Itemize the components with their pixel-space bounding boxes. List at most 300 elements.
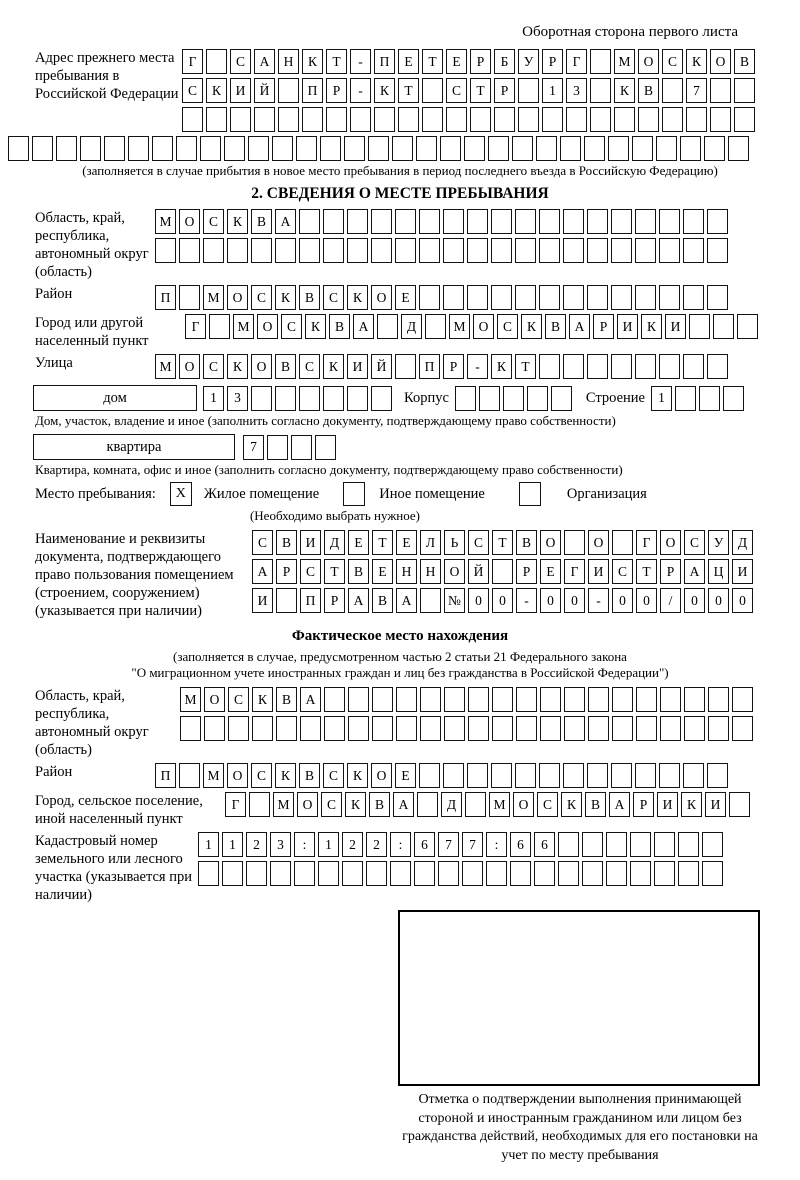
char-cell[interactable]: [396, 687, 417, 712]
char-cell[interactable]: [446, 107, 467, 132]
char-cell[interactable]: [182, 107, 203, 132]
char-cell[interactable]: Р: [633, 792, 654, 817]
char-cell[interactable]: [228, 716, 249, 741]
apartment-type-box[interactable]: квартира: [33, 434, 235, 460]
char-cell[interactable]: [419, 285, 440, 310]
char-cell[interactable]: П: [155, 763, 176, 788]
char-cell[interactable]: [227, 238, 248, 263]
char-cell[interactable]: [179, 238, 200, 263]
char-cell[interactable]: Г: [566, 49, 587, 74]
char-cell[interactable]: [302, 107, 323, 132]
char-cell[interactable]: [396, 716, 417, 741]
char-cell[interactable]: Р: [443, 354, 464, 379]
char-cell[interactable]: [390, 861, 411, 886]
char-cell[interactable]: [252, 716, 273, 741]
char-cell[interactable]: В: [638, 78, 659, 103]
char-cell[interactable]: Т: [422, 49, 443, 74]
char-cell[interactable]: О: [297, 792, 318, 817]
char-cell[interactable]: [323, 209, 344, 234]
char-cell[interactable]: [368, 136, 389, 161]
char-cell[interactable]: -: [516, 588, 537, 613]
char-cell[interactable]: [662, 107, 683, 132]
char-cell[interactable]: [564, 716, 585, 741]
char-cell[interactable]: 7: [243, 435, 264, 460]
char-cell[interactable]: К: [227, 209, 248, 234]
char-cell[interactable]: А: [684, 559, 705, 584]
char-cell[interactable]: [420, 588, 441, 613]
char-cell[interactable]: О: [540, 530, 561, 555]
char-cell[interactable]: И: [347, 354, 368, 379]
char-cell[interactable]: [320, 136, 341, 161]
char-cell[interactable]: [323, 238, 344, 263]
char-cell[interactable]: [707, 354, 728, 379]
char-cell[interactable]: М: [155, 209, 176, 234]
char-cell[interactable]: [467, 238, 488, 263]
char-cell[interactable]: [155, 238, 176, 263]
char-cell[interactable]: [518, 78, 539, 103]
char-cell[interactable]: [608, 136, 629, 161]
char-cell[interactable]: [518, 107, 539, 132]
char-cell[interactable]: В: [276, 687, 297, 712]
char-cell[interactable]: [704, 136, 725, 161]
char-cell[interactable]: 0: [612, 588, 633, 613]
char-cell[interactable]: [708, 716, 729, 741]
char-cell[interactable]: [300, 716, 321, 741]
char-cell[interactable]: [468, 716, 489, 741]
char-cell[interactable]: [422, 107, 443, 132]
char-cell[interactable]: В: [275, 354, 296, 379]
char-cell[interactable]: [491, 285, 512, 310]
char-cell[interactable]: 1: [222, 832, 243, 857]
char-cell[interactable]: [654, 861, 675, 886]
char-cell[interactable]: К: [681, 792, 702, 817]
char-cell[interactable]: [515, 238, 536, 263]
char-cell[interactable]: [734, 107, 755, 132]
char-cell[interactable]: [539, 763, 560, 788]
char-cell[interactable]: [659, 285, 680, 310]
char-cell[interactable]: С: [300, 559, 321, 584]
char-cell[interactable]: Е: [540, 559, 561, 584]
char-cell[interactable]: [612, 530, 633, 555]
char-cell[interactable]: [324, 716, 345, 741]
char-cell[interactable]: [438, 861, 459, 886]
char-cell[interactable]: [491, 763, 512, 788]
char-cell[interactable]: [630, 861, 651, 886]
char-cell[interactable]: Г: [182, 49, 203, 74]
char-cell[interactable]: [630, 832, 651, 857]
char-cell[interactable]: [614, 107, 635, 132]
char-cell[interactable]: [683, 209, 704, 234]
char-cell[interactable]: Т: [324, 559, 345, 584]
char-cell[interactable]: [275, 386, 296, 411]
char-cell[interactable]: [350, 107, 371, 132]
char-cell[interactable]: №: [444, 588, 465, 613]
char-cell[interactable]: В: [299, 763, 320, 788]
char-cell[interactable]: [492, 687, 513, 712]
char-cell[interactable]: Ь: [444, 530, 465, 555]
checkbox-inoe[interactable]: [343, 482, 365, 506]
char-cell[interactable]: [344, 136, 365, 161]
char-cell[interactable]: [582, 861, 603, 886]
char-cell[interactable]: [420, 687, 441, 712]
char-cell[interactable]: М: [233, 314, 254, 339]
char-cell[interactable]: К: [614, 78, 635, 103]
char-cell[interactable]: [371, 238, 392, 263]
char-cell[interactable]: [689, 314, 710, 339]
char-cell[interactable]: [491, 209, 512, 234]
char-cell[interactable]: [708, 687, 729, 712]
char-cell[interactable]: С: [251, 285, 272, 310]
char-cell[interactable]: О: [227, 285, 248, 310]
char-cell[interactable]: [324, 687, 345, 712]
char-cell[interactable]: О: [179, 354, 200, 379]
char-cell[interactable]: О: [371, 763, 392, 788]
char-cell[interactable]: [299, 209, 320, 234]
char-cell[interactable]: [584, 136, 605, 161]
char-cell[interactable]: [371, 386, 392, 411]
char-cell[interactable]: И: [300, 530, 321, 555]
char-cell[interactable]: Р: [470, 49, 491, 74]
char-cell[interactable]: О: [588, 530, 609, 555]
char-cell[interactable]: [470, 107, 491, 132]
char-cell[interactable]: В: [329, 314, 350, 339]
char-cell[interactable]: /: [660, 588, 681, 613]
char-cell[interactable]: [684, 687, 705, 712]
char-cell[interactable]: С: [468, 530, 489, 555]
char-cell[interactable]: [732, 687, 753, 712]
char-cell[interactable]: [318, 861, 339, 886]
char-cell[interactable]: [515, 209, 536, 234]
char-cell[interactable]: [683, 285, 704, 310]
char-cell[interactable]: А: [396, 588, 417, 613]
char-cell[interactable]: 0: [684, 588, 705, 613]
char-cell[interactable]: [465, 792, 486, 817]
char-cell[interactable]: К: [374, 78, 395, 103]
char-cell[interactable]: В: [545, 314, 566, 339]
char-cell[interactable]: [539, 238, 560, 263]
char-cell[interactable]: [587, 238, 608, 263]
char-cell[interactable]: А: [348, 588, 369, 613]
char-cell[interactable]: [635, 763, 656, 788]
char-cell[interactable]: [462, 861, 483, 886]
house-type-box[interactable]: дом: [33, 385, 197, 411]
char-cell[interactable]: [416, 136, 437, 161]
char-cell[interactable]: 0: [468, 588, 489, 613]
char-cell[interactable]: П: [155, 285, 176, 310]
char-cell[interactable]: [296, 136, 317, 161]
char-cell[interactable]: Р: [516, 559, 537, 584]
char-cell[interactable]: О: [251, 354, 272, 379]
char-cell[interactable]: [323, 386, 344, 411]
char-cell[interactable]: 7: [462, 832, 483, 857]
char-cell[interactable]: С: [182, 78, 203, 103]
char-cell[interactable]: 6: [414, 832, 435, 857]
char-cell[interactable]: [590, 49, 611, 74]
char-cell[interactable]: [272, 136, 293, 161]
char-cell[interactable]: [678, 832, 699, 857]
char-cell[interactable]: [251, 386, 272, 411]
char-cell[interactable]: К: [521, 314, 542, 339]
char-cell[interactable]: Й: [468, 559, 489, 584]
char-cell[interactable]: [675, 386, 696, 411]
char-cell[interactable]: [491, 238, 512, 263]
char-cell[interactable]: :: [486, 832, 507, 857]
char-cell[interactable]: [342, 861, 363, 886]
char-cell[interactable]: [702, 861, 723, 886]
char-cell[interactable]: Р: [326, 78, 347, 103]
char-cell[interactable]: [479, 386, 500, 411]
char-cell[interactable]: [440, 136, 461, 161]
char-cell[interactable]: Р: [593, 314, 614, 339]
char-cell[interactable]: [179, 285, 200, 310]
char-cell[interactable]: [659, 209, 680, 234]
char-cell[interactable]: [372, 716, 393, 741]
char-cell[interactable]: Р: [324, 588, 345, 613]
char-cell[interactable]: К: [491, 354, 512, 379]
char-cell[interactable]: [443, 238, 464, 263]
char-cell[interactable]: [540, 687, 561, 712]
char-cell[interactable]: Е: [395, 285, 416, 310]
char-cell[interactable]: [467, 763, 488, 788]
char-cell[interactable]: И: [665, 314, 686, 339]
char-cell[interactable]: С: [252, 530, 273, 555]
char-cell[interactable]: К: [323, 354, 344, 379]
char-cell[interactable]: М: [614, 49, 635, 74]
char-cell[interactable]: [347, 238, 368, 263]
char-cell[interactable]: У: [708, 530, 729, 555]
char-cell[interactable]: К: [347, 285, 368, 310]
char-cell[interactable]: П: [300, 588, 321, 613]
char-cell[interactable]: К: [305, 314, 326, 339]
char-cell[interactable]: [587, 763, 608, 788]
char-cell[interactable]: [230, 107, 251, 132]
char-cell[interactable]: 3: [227, 386, 248, 411]
char-cell[interactable]: -: [467, 354, 488, 379]
char-cell[interactable]: [611, 354, 632, 379]
char-cell[interactable]: М: [155, 354, 176, 379]
char-cell[interactable]: [224, 136, 245, 161]
char-cell[interactable]: [732, 716, 753, 741]
char-cell[interactable]: [326, 107, 347, 132]
char-cell[interactable]: [680, 136, 701, 161]
checkbox-organizatsiya[interactable]: [519, 482, 541, 506]
char-cell[interactable]: [707, 285, 728, 310]
char-cell[interactable]: С: [299, 354, 320, 379]
char-cell[interactable]: [494, 107, 515, 132]
char-cell[interactable]: [176, 136, 197, 161]
char-cell[interactable]: [536, 136, 557, 161]
char-cell[interactable]: Ц: [708, 559, 729, 584]
char-cell[interactable]: Й: [254, 78, 275, 103]
char-cell[interactable]: [612, 687, 633, 712]
char-cell[interactable]: С: [612, 559, 633, 584]
char-cell[interactable]: [683, 354, 704, 379]
char-cell[interactable]: [734, 78, 755, 103]
char-cell[interactable]: К: [641, 314, 662, 339]
char-cell[interactable]: [315, 435, 336, 460]
char-cell[interactable]: Н: [278, 49, 299, 74]
char-cell[interactable]: [515, 763, 536, 788]
char-cell[interactable]: [707, 209, 728, 234]
char-cell[interactable]: К: [347, 763, 368, 788]
char-cell[interactable]: М: [180, 687, 201, 712]
char-cell[interactable]: [222, 861, 243, 886]
char-cell[interactable]: [612, 716, 633, 741]
char-cell[interactable]: -: [350, 49, 371, 74]
char-cell[interactable]: [654, 832, 675, 857]
char-cell[interactable]: О: [513, 792, 534, 817]
char-cell[interactable]: [683, 763, 704, 788]
char-cell[interactable]: 1: [542, 78, 563, 103]
char-cell[interactable]: П: [419, 354, 440, 379]
char-cell[interactable]: [707, 763, 728, 788]
char-cell[interactable]: Т: [492, 530, 513, 555]
char-cell[interactable]: Т: [470, 78, 491, 103]
char-cell[interactable]: [246, 861, 267, 886]
char-cell[interactable]: [254, 107, 275, 132]
char-cell[interactable]: К: [686, 49, 707, 74]
char-cell[interactable]: [563, 763, 584, 788]
char-cell[interactable]: О: [204, 687, 225, 712]
char-cell[interactable]: 0: [540, 588, 561, 613]
char-cell[interactable]: Л: [420, 530, 441, 555]
char-cell[interactable]: [540, 716, 561, 741]
char-cell[interactable]: С: [251, 763, 272, 788]
char-cell[interactable]: [291, 435, 312, 460]
char-cell[interactable]: [542, 107, 563, 132]
char-cell[interactable]: И: [657, 792, 678, 817]
char-cell[interactable]: [699, 386, 720, 411]
char-cell[interactable]: [276, 588, 297, 613]
char-cell[interactable]: [566, 107, 587, 132]
char-cell[interactable]: [564, 687, 585, 712]
char-cell[interactable]: 7: [438, 832, 459, 857]
char-cell[interactable]: [374, 107, 395, 132]
char-cell[interactable]: 6: [510, 832, 531, 857]
char-cell[interactable]: [632, 136, 653, 161]
char-cell[interactable]: Е: [446, 49, 467, 74]
char-cell[interactable]: [635, 238, 656, 263]
char-cell[interactable]: [659, 238, 680, 263]
char-cell[interactable]: Д: [324, 530, 345, 555]
char-cell[interactable]: [200, 136, 221, 161]
char-cell[interactable]: В: [276, 530, 297, 555]
char-cell[interactable]: А: [252, 559, 273, 584]
checkbox-zhiloe[interactable]: X: [170, 482, 192, 506]
char-cell[interactable]: В: [348, 559, 369, 584]
char-cell[interactable]: С: [203, 209, 224, 234]
char-cell[interactable]: [636, 687, 657, 712]
char-cell[interactable]: А: [300, 687, 321, 712]
char-cell[interactable]: [270, 861, 291, 886]
char-cell[interactable]: В: [585, 792, 606, 817]
char-cell[interactable]: [80, 136, 101, 161]
char-cell[interactable]: [534, 861, 555, 886]
char-cell[interactable]: [278, 107, 299, 132]
char-cell[interactable]: [510, 861, 531, 886]
char-cell[interactable]: [710, 78, 731, 103]
char-cell[interactable]: [660, 716, 681, 741]
char-cell[interactable]: [348, 716, 369, 741]
char-cell[interactable]: [516, 716, 537, 741]
char-cell[interactable]: 1: [203, 386, 224, 411]
char-cell[interactable]: Н: [396, 559, 417, 584]
char-cell[interactable]: К: [561, 792, 582, 817]
char-cell[interactable]: [558, 832, 579, 857]
char-cell[interactable]: Е: [372, 559, 393, 584]
char-cell[interactable]: Е: [398, 49, 419, 74]
char-cell[interactable]: [179, 763, 200, 788]
char-cell[interactable]: [590, 107, 611, 132]
char-cell[interactable]: Р: [276, 559, 297, 584]
char-cell[interactable]: 0: [708, 588, 729, 613]
char-cell[interactable]: [294, 861, 315, 886]
char-cell[interactable]: М: [489, 792, 510, 817]
char-cell[interactable]: [686, 107, 707, 132]
char-cell[interactable]: О: [371, 285, 392, 310]
char-cell[interactable]: В: [372, 588, 393, 613]
char-cell[interactable]: [560, 136, 581, 161]
char-cell[interactable]: [417, 792, 438, 817]
char-cell[interactable]: [414, 861, 435, 886]
char-cell[interactable]: [588, 687, 609, 712]
char-cell[interactable]: [275, 238, 296, 263]
char-cell[interactable]: О: [710, 49, 731, 74]
char-cell[interactable]: [635, 285, 656, 310]
char-cell[interactable]: Г: [225, 792, 246, 817]
char-cell[interactable]: [420, 716, 441, 741]
char-cell[interactable]: [32, 136, 53, 161]
char-cell[interactable]: 3: [270, 832, 291, 857]
char-cell[interactable]: [635, 354, 656, 379]
char-cell[interactable]: [209, 314, 230, 339]
char-cell[interactable]: [278, 78, 299, 103]
char-cell[interactable]: [659, 763, 680, 788]
char-cell[interactable]: [444, 687, 465, 712]
char-cell[interactable]: [398, 107, 419, 132]
char-cell[interactable]: [395, 238, 416, 263]
char-cell[interactable]: М: [203, 285, 224, 310]
char-cell[interactable]: А: [609, 792, 630, 817]
char-cell[interactable]: О: [660, 530, 681, 555]
char-cell[interactable]: [251, 238, 272, 263]
char-cell[interactable]: [659, 354, 680, 379]
char-cell[interactable]: [347, 386, 368, 411]
char-cell[interactable]: 0: [492, 588, 513, 613]
char-cell[interactable]: [723, 386, 744, 411]
char-cell[interactable]: [702, 832, 723, 857]
char-cell[interactable]: 0: [564, 588, 585, 613]
char-cell[interactable]: [492, 559, 513, 584]
char-cell[interactable]: [662, 78, 683, 103]
char-cell[interactable]: С: [281, 314, 302, 339]
char-cell[interactable]: С: [228, 687, 249, 712]
char-cell[interactable]: [635, 209, 656, 234]
char-cell[interactable]: Р: [494, 78, 515, 103]
char-cell[interactable]: 1: [318, 832, 339, 857]
char-cell[interactable]: С: [446, 78, 467, 103]
char-cell[interactable]: А: [254, 49, 275, 74]
char-cell[interactable]: [611, 285, 632, 310]
char-cell[interactable]: О: [257, 314, 278, 339]
char-cell[interactable]: И: [705, 792, 726, 817]
char-cell[interactable]: [419, 209, 440, 234]
char-cell[interactable]: Е: [348, 530, 369, 555]
char-cell[interactable]: [419, 763, 440, 788]
char-cell[interactable]: Е: [395, 763, 416, 788]
char-cell[interactable]: [204, 716, 225, 741]
char-cell[interactable]: [551, 386, 572, 411]
